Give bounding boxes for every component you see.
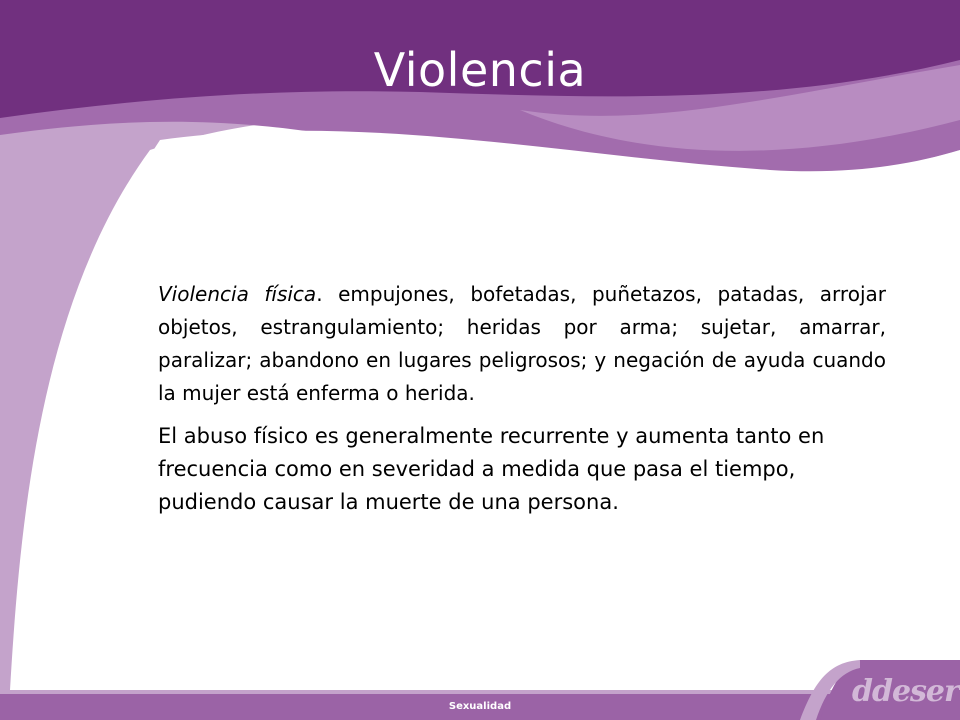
paragraph-physical-abuse: El abuso físico es generalmente recurrente y aumenta tanto en frecuencia como en severidad a medida que pasa el tiempo, pudiendo causar la muerte de una persona. bbox=[158, 424, 825, 514]
footer-label: Sexualidad bbox=[448, 701, 512, 712]
slide-body bbox=[158, 278, 886, 519]
paragraph-physical-violence bbox=[158, 278, 886, 410]
ddeser-logo: ddeser bbox=[852, 674, 959, 709]
slide-title: Violencia bbox=[373, 43, 587, 97]
term-physical-violence: Violencia física bbox=[158, 282, 317, 306]
physical-violence-description: . empujones, bofetadas, puñetazos, patadas, arrojar objetos, estrangulamiento; heridas por arma; sujetar, amarrar, paralizar; abandono en lugares peligrosos; y negación de ayuda cuando la mujer está enferma o herida. bbox=[158, 282, 886, 405]
